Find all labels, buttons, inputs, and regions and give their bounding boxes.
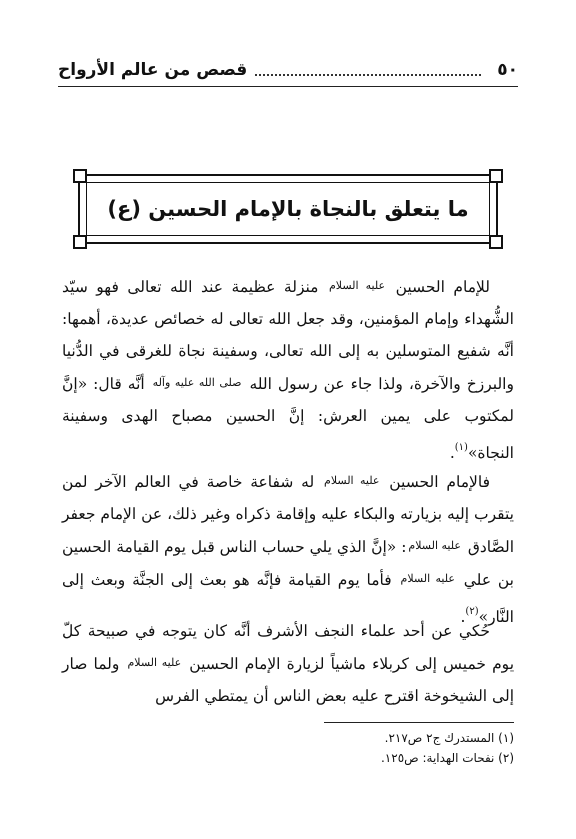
honorific-alayhi-salam: عليه السلام <box>408 539 461 552</box>
header-leader-dots <box>255 64 481 76</box>
page-number: ٥٠ <box>497 60 518 80</box>
paragraph-3 <box>62 615 514 712</box>
text-run: حُكي عن أحد علماء النجف الأشرف أنَّه كان يتوجه في صبيحة كلّ يوم خميس إلى كربلاء ماشياً لزيارة الإمام الحسين <box>62 622 515 673</box>
text-run: : «إنَّ الذي يلي حساب الناس قبل يوم القيامة الحسين بن علي <box>61 538 514 589</box>
text-run: له شفاعة خاصة في العالم الآخر لمن يتقرب إليه بزيارته والبكاء عليه وإقامة ذكراه وغير ذلك، عن الإمام جعفر الصَّادق <box>62 473 514 556</box>
text-run: منزلة عظيمة عند الله تعالى فهو سيّد الشُّهداء وإمام المؤمنين، وقد جعل الله تعالى له خصائص عديدة، أهمها: أنَّه شفيع المتوسلين به إلى الله تعالى، وسفينة نجاة للغرقى في الدُّنيا والبرزخ والآخرة، ولذا جاء عن رسول الله <box>62 278 514 393</box>
footnote-1: (١) المستدرك ج٢ ص٢١٧. <box>384 731 514 745</box>
frame-corner-ornament <box>73 235 87 249</box>
text-run: أنَّه قال: «إنَّ لمكتوب على يمين العرش: إنَّ الحسين مصباح الهدى وسفينة النجاة» <box>62 375 514 462</box>
footnote-ref-1[interactable]: (١) <box>454 442 468 453</box>
section-title: ما يتعلق بالنجاة بالإمام الحسين (ع) <box>107 197 469 221</box>
footnote-ref-2[interactable]: (٢) <box>465 606 479 617</box>
running-header <box>58 58 518 82</box>
frame-corner-ornament <box>489 169 503 183</box>
section-title-inner-frame <box>86 182 490 236</box>
text-run: فالإمام الحسين <box>389 473 490 491</box>
honorific-salla-allah: صلى الله عليه وآله <box>152 376 242 389</box>
section-title-frame <box>78 174 498 244</box>
text-run: . <box>460 608 466 626</box>
footnotes <box>62 728 514 768</box>
honorific-alayhi-salam: عليه السلام <box>127 656 182 669</box>
frame-corner-ornament <box>73 169 87 183</box>
header-rule <box>58 86 518 87</box>
text-run: ولما صار إلى الشيخوخة اقترح عليه بعض الناس أن يمتطي الفرس <box>62 655 514 705</box>
frame-corner-ornament <box>489 235 503 249</box>
honorific-alayhi-salam: عليه السلام <box>324 474 380 487</box>
footnote-separator <box>324 722 514 723</box>
footnote-2: (٢) نفحات الهداية: ص١٢٥. <box>380 751 514 765</box>
text-run: للإمام الحسين <box>395 278 491 296</box>
text-run: فأما يوم القيامة فإنَّه هو بعث إلى الجنَّة وبعث إلى النَّار» <box>62 571 514 626</box>
paragraph-1 <box>62 270 514 469</box>
honorific-alayhi-salam: عليه السلام <box>400 572 455 585</box>
text-run: . <box>449 444 455 462</box>
paragraph-2 <box>62 465 514 633</box>
honorific-alayhi-salam: عليه السلام <box>328 279 386 292</box>
book-title: قصص من عالم الأرواح <box>58 60 248 80</box>
